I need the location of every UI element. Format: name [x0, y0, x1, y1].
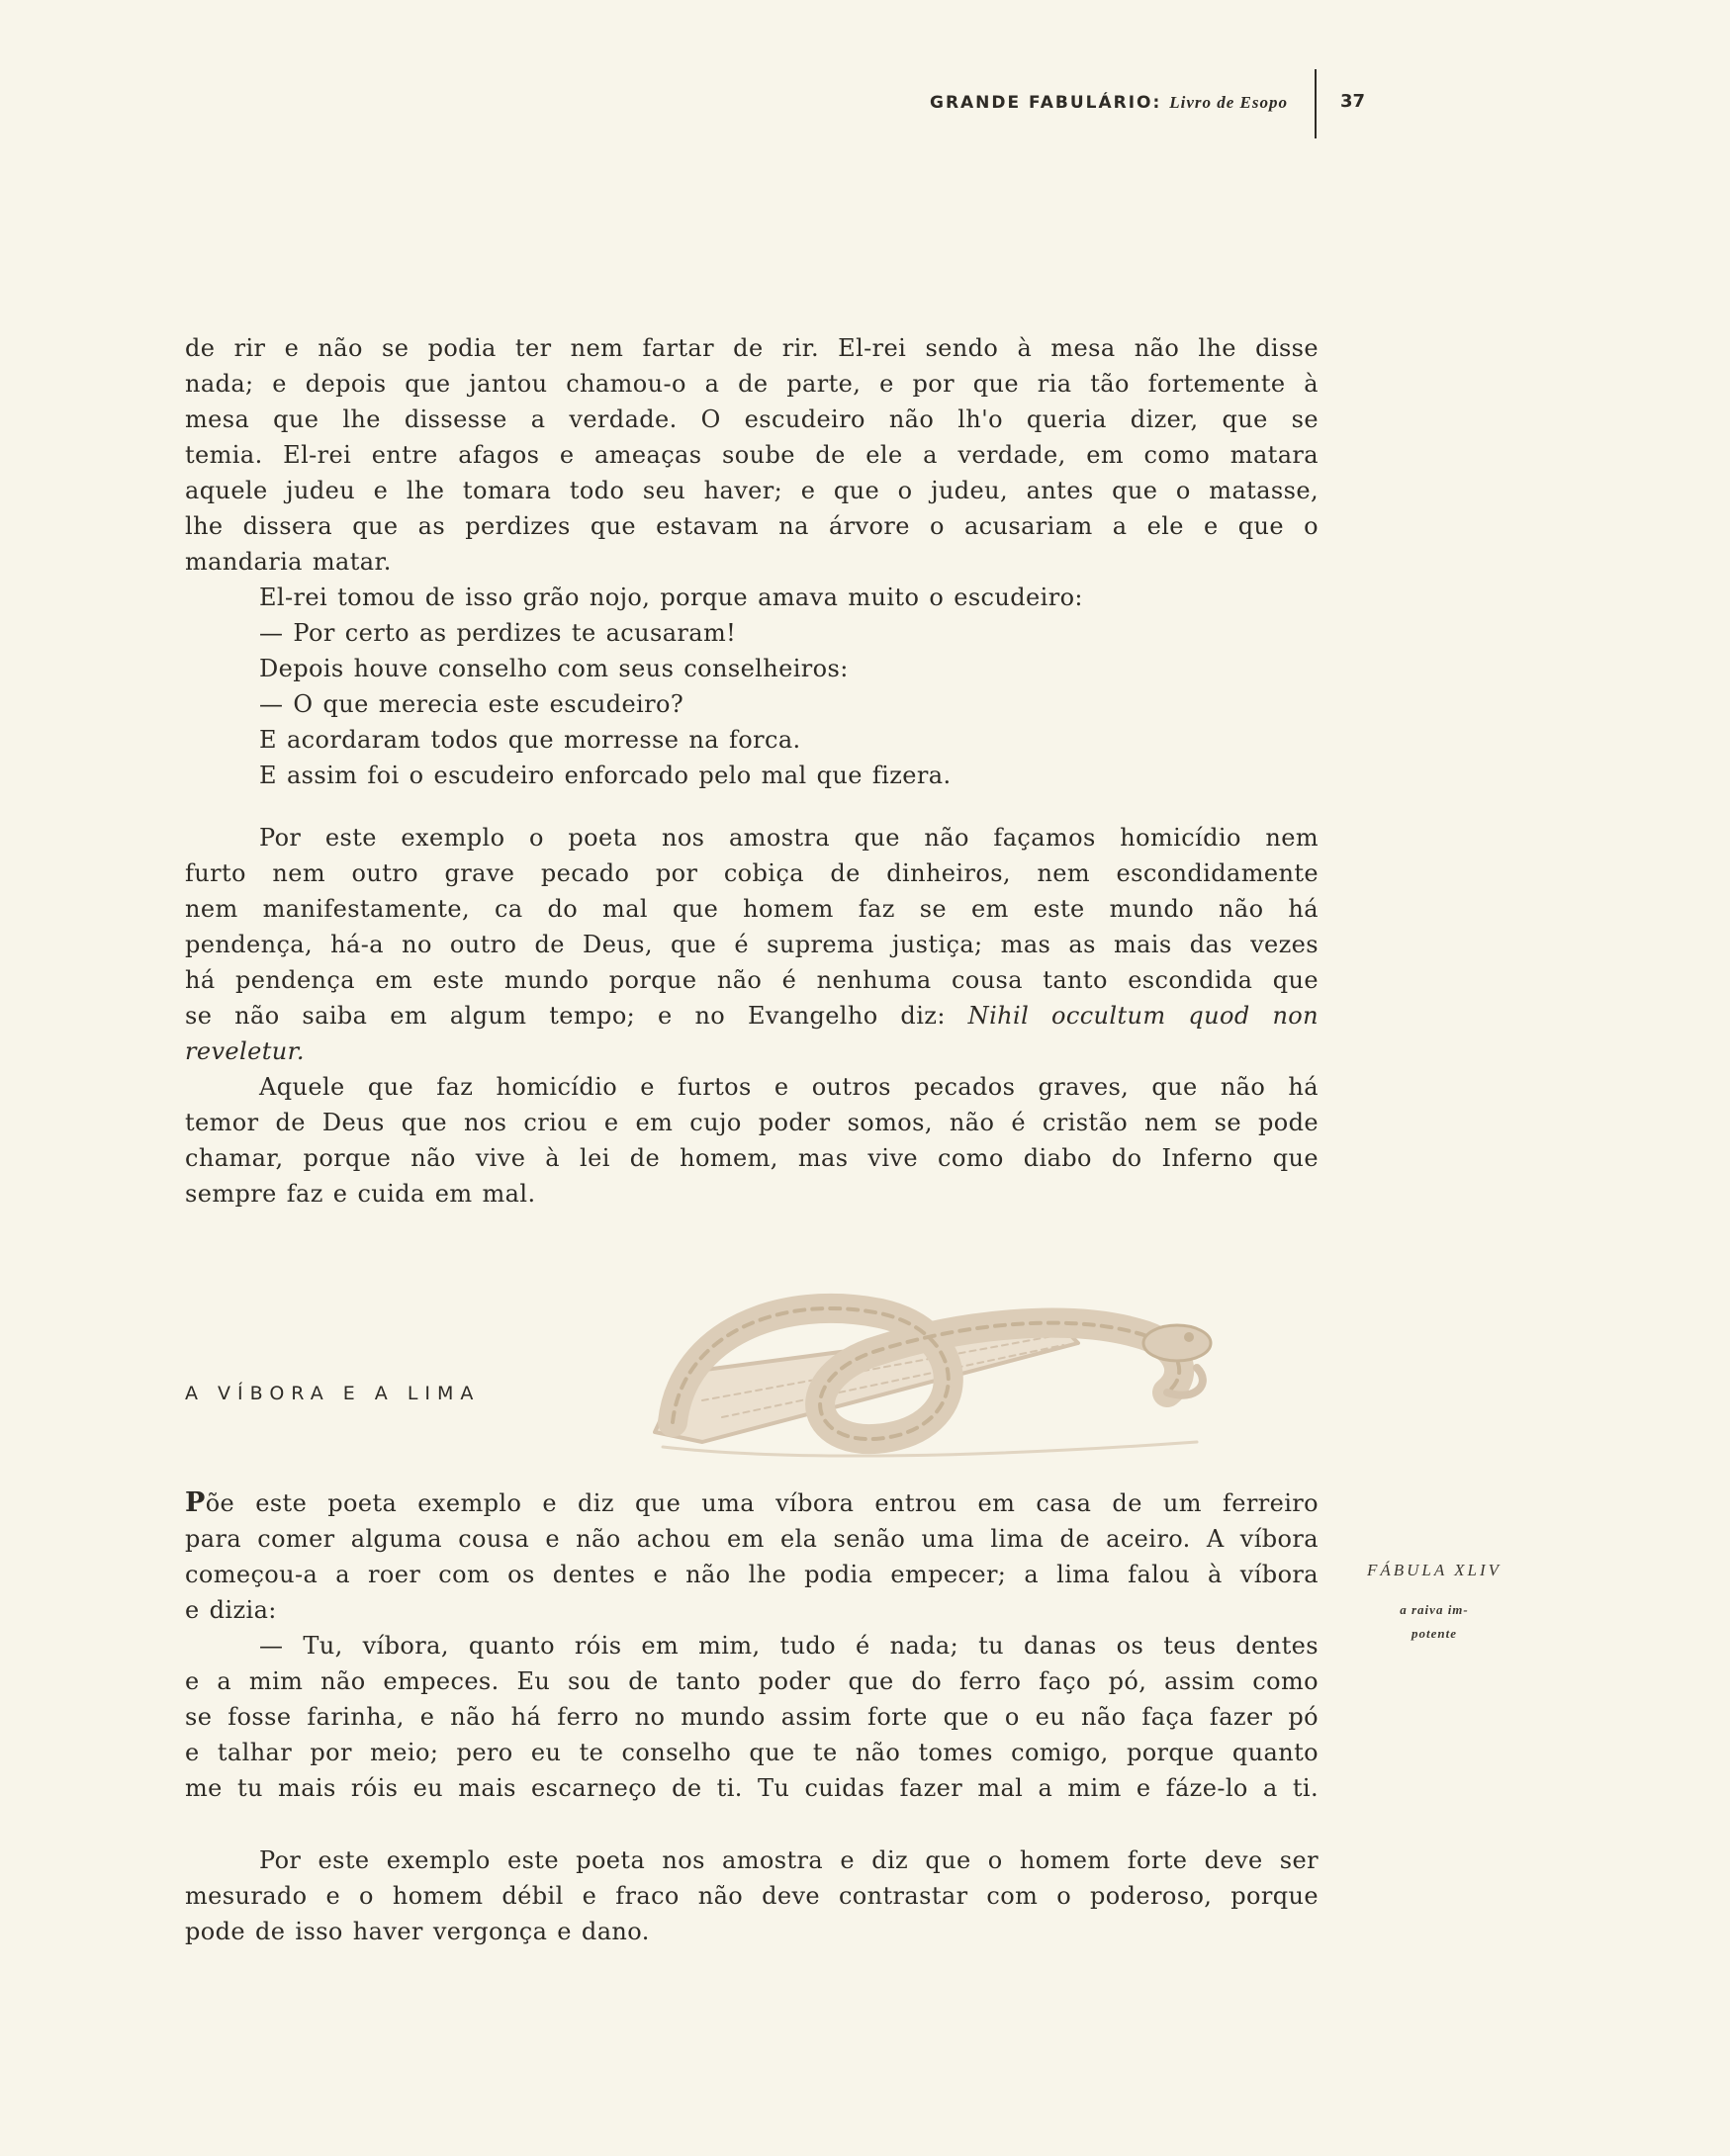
- text-line: para comer alguma cousa e não achou em ela senão uma lima de aceiro. A víbora: [185, 1525, 1319, 1553]
- text-line: E acordaram todos que morresse na forca.: [259, 726, 801, 754]
- running-header: [0, 87, 1730, 136]
- first-line-text: õe este poeta exemplo e diz que uma víbora entrou em casa de um ferreiro: [205, 1489, 1319, 1517]
- text-line: se fosse farinha, e não há ferro no mundo assim forte que o eu não faça fazer pó: [185, 1703, 1319, 1731]
- text-line: [185, 1033, 1319, 1069]
- text-line-start: se não saiba em algum tempo; e no Evangelho diz:: [185, 1002, 946, 1030]
- text-line: há pendença em este mundo porque não é nenhuma cousa tanto escondida que: [185, 966, 1319, 994]
- running-head-title: [930, 93, 1288, 113]
- book-title: Livro de Esopo: [1169, 93, 1288, 112]
- dialogue-line: — Por certo as perdizes te acusaram!: [259, 619, 737, 647]
- fable-moral-line: potente: [1411, 1626, 1457, 1641]
- text-line: Por este exemplo o poeta nos amostra que não façamos homicídio nem: [259, 824, 1319, 852]
- text-line: e dizia:: [185, 1596, 277, 1624]
- text-line: e a mim não empeces. Eu sou de tanto poder que do ferro faço pó, assim como: [185, 1667, 1319, 1695]
- latin-quote-end: reveletur.: [185, 1037, 305, 1065]
- text-line: El-rei tomou de isso grão nojo, porque amava muito o escudeiro:: [259, 584, 1083, 611]
- book-series-title: GRANDE FABULÁRIO: [929, 93, 1153, 113]
- text-block-continuation: [185, 330, 1319, 793]
- page-number: 37: [1340, 91, 1366, 112]
- text-line: nada; e depois que jantou chamou-o a de parte, e por que ria tão fortemente à: [185, 370, 1319, 398]
- text-line: [185, 1485, 1319, 1521]
- text-line: começou-a a roer com os dentes e não lhe podia empecer; a lima falou à víbora: [185, 1561, 1319, 1588]
- text-line: mesurado e o homem débil e fraco não deve contrastar com o poderoso, porque: [185, 1882, 1319, 1910]
- dialogue-line: — Tu, víbora, quanto róis em mim, tudo é nada; tu danas os teus dentes: [259, 1632, 1319, 1660]
- text-line: lhe dissera que as perdizes que estavam na árvore o acusariam a ele e que o: [185, 512, 1319, 540]
- fable-moral-note: [1355, 1598, 1513, 1646]
- text-line: Aquele que faz homicídio e furtos e outros pecados graves, que não há: [259, 1073, 1319, 1101]
- text-line: temia. El-rei entre afagos e ameaças soube de ele a verdade, em como matara: [185, 441, 1319, 469]
- text-line: chamar, porque não vive à lei de homem, mas vive como diabo do Inferno que: [185, 1144, 1319, 1172]
- dialogue-line: — O que merecia este escudeiro?: [259, 690, 684, 718]
- text-block-commentary: [185, 820, 1319, 1212]
- text-line: mandaria matar.: [185, 548, 392, 576]
- text-line: pode de isso haver vergonça e dano.: [185, 1918, 650, 1945]
- text-line: aquele judeu e lhe tomara todo seu haver; e que o judeu, antes que o matasse,: [185, 477, 1319, 504]
- header-rule: [1315, 69, 1317, 138]
- text-line: [185, 998, 1319, 1033]
- fable-number: FÁBULA XLIV: [1366, 1561, 1502, 1579]
- text-line: Por este exemplo este poeta nos amostra e diz que o homem forte deve ser: [259, 1846, 1319, 1874]
- fable-title: A VÍBORA E A LIMA: [185, 1383, 481, 1404]
- text-line: sempre faz e cuida em mal.: [185, 1180, 536, 1208]
- text-line: me tu mais róis eu mais escarneço de ti. Tu cuidas fazer mal a mim e fáze-lo a ti.: [185, 1774, 1319, 1802]
- text-line: Depois houve conselho com seus conselheiros:: [259, 655, 849, 682]
- text-line: nem manifestamente, ca do mal que homem faz se em este mundo não há: [185, 895, 1319, 923]
- drop-letter: P: [185, 1487, 206, 1518]
- viper-and-file-icon: [643, 1274, 1236, 1472]
- latin-quote: Nihil occultum quod non: [967, 1002, 1320, 1030]
- text-line: e talhar por meio; pero eu te conselho que te não tomes comigo, porque quanto: [185, 1739, 1319, 1766]
- text-block-moral: [185, 1842, 1319, 1949]
- title-separator: :: [1152, 93, 1170, 113]
- text-line: temor de Deus que nos criou e em cujo poder somos, não é cristão nem se pode: [185, 1109, 1319, 1136]
- text-block-fable: [185, 1485, 1319, 1806]
- text-line: pendença, há-a no outro de Deus, que é suprema justiça; mas as mais das vezes: [185, 931, 1319, 958]
- text-line: mesa que lhe dissesse a verdade. O escudeiro não lh'o queria dizer, que se: [185, 405, 1319, 433]
- text-line: E assim foi o escudeiro enforcado pelo mal que fizera.: [259, 762, 952, 789]
- fable-moral-line: a raiva im-: [1400, 1602, 1469, 1617]
- text-line: de rir e não se podia ter nem fartar de rir. El-rei sendo à mesa não lhe disse: [185, 334, 1319, 362]
- text-line: furto nem outro grave pecado por cobiça de dinheiros, nem escondidamente: [185, 859, 1319, 887]
